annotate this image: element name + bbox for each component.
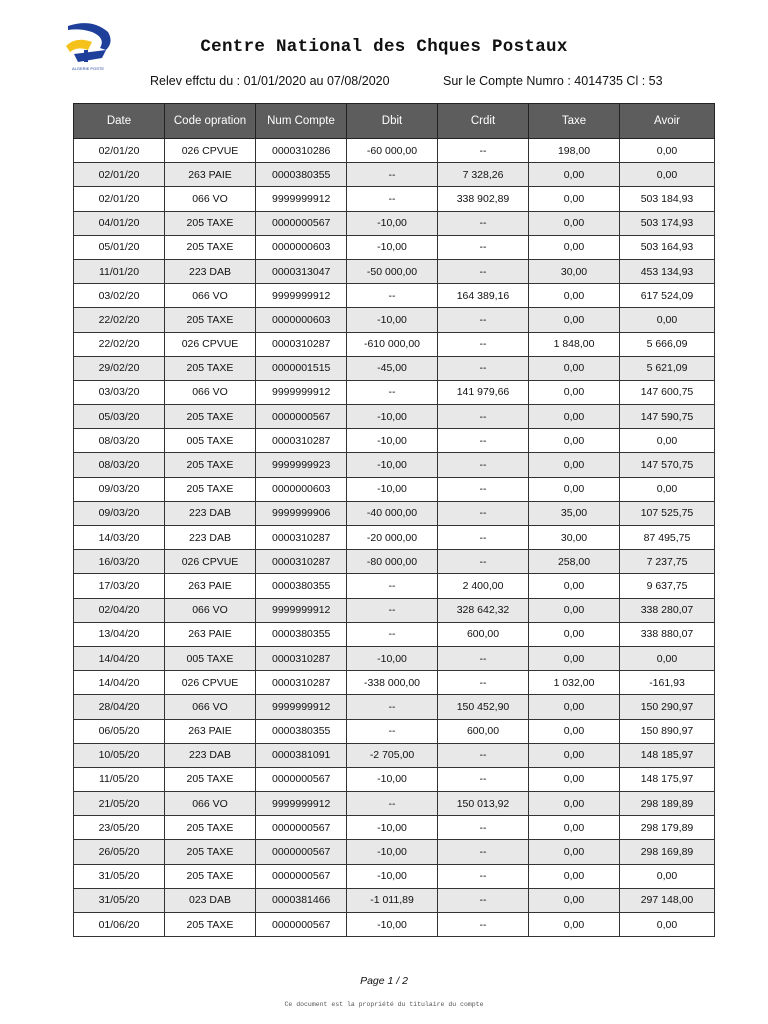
- credit-cell: --: [438, 211, 529, 235]
- code-cell: 263 PAIE: [165, 574, 256, 598]
- debit-cell: -10,00: [347, 767, 438, 791]
- taxe-cell: 0,00: [529, 888, 620, 912]
- debit-cell: -10,00: [347, 816, 438, 840]
- avoir-cell: 5 621,09: [620, 356, 715, 380]
- debit-cell: -20 000,00: [347, 526, 438, 550]
- debit-cell: -10,00: [347, 913, 438, 937]
- date-cell: 31/05/20: [74, 888, 165, 912]
- debit-cell: --: [347, 574, 438, 598]
- document-title: Centre National des Chques Postaux: [200, 37, 568, 57]
- debit-cell: -10,00: [347, 646, 438, 670]
- credit-cell: 600,00: [438, 622, 529, 646]
- account-cell: 0000000567: [256, 840, 347, 864]
- taxe-cell: 258,00: [529, 550, 620, 574]
- account-cell: 0000000567: [256, 211, 347, 235]
- credit-cell: --: [438, 308, 529, 332]
- table-row: [74, 526, 715, 550]
- date-cell: 16/03/20: [74, 550, 165, 574]
- taxe-cell: 1 032,00: [529, 671, 620, 695]
- taxe-cell: 1 848,00: [529, 332, 620, 356]
- date-cell: 22/02/20: [74, 332, 165, 356]
- date-cell: 05/01/20: [74, 235, 165, 259]
- date-cell: 01/06/20: [74, 913, 165, 937]
- date-cell: 23/05/20: [74, 816, 165, 840]
- date-cell: 14/03/20: [74, 526, 165, 550]
- credit-cell: --: [438, 356, 529, 380]
- debit-cell: -50 000,00: [347, 259, 438, 283]
- statement-period: Relev effctu du : 01/01/2020 au 07/08/2020: [150, 74, 390, 88]
- col-avoir: Avoir: [620, 104, 715, 139]
- credit-cell: 150 013,92: [438, 792, 529, 816]
- date-cell: 29/02/20: [74, 356, 165, 380]
- avoir-cell: 0,00: [620, 308, 715, 332]
- avoir-cell: 338 280,07: [620, 598, 715, 622]
- avoir-cell: -161,93: [620, 671, 715, 695]
- credit-cell: --: [438, 646, 529, 670]
- date-cell: 03/03/20: [74, 380, 165, 404]
- taxe-cell: 0,00: [529, 187, 620, 211]
- taxe-cell: 0,00: [529, 864, 620, 888]
- date-cell: 11/01/20: [74, 259, 165, 283]
- debit-cell: --: [347, 622, 438, 646]
- table-row: [74, 743, 715, 767]
- code-cell: 066 VO: [165, 187, 256, 211]
- avoir-cell: 0,00: [620, 139, 715, 163]
- account-cell: 0000310286: [256, 139, 347, 163]
- code-cell: 205 TAXE: [165, 767, 256, 791]
- account-cell: 0000000603: [256, 235, 347, 259]
- taxe-cell: 0,00: [529, 574, 620, 598]
- debit-cell: -40 000,00: [347, 501, 438, 525]
- credit-cell: --: [438, 405, 529, 429]
- page-number: Page 1 / 2: [360, 975, 408, 987]
- code-cell: 263 PAIE: [165, 163, 256, 187]
- table-row: [74, 259, 715, 283]
- table-row: [74, 671, 715, 695]
- account-cell: 0000310287: [256, 646, 347, 670]
- taxe-cell: 0,00: [529, 356, 620, 380]
- debit-cell: -10,00: [347, 429, 438, 453]
- table-row: [74, 380, 715, 404]
- credit-cell: --: [438, 429, 529, 453]
- credit-cell: --: [438, 526, 529, 550]
- code-cell: 026 CPVUE: [165, 139, 256, 163]
- code-cell: 026 CPVUE: [165, 671, 256, 695]
- avoir-cell: 453 134,93: [620, 259, 715, 283]
- code-cell: 205 TAXE: [165, 453, 256, 477]
- date-cell: 28/04/20: [74, 695, 165, 719]
- table-row: [74, 695, 715, 719]
- table-row: [74, 308, 715, 332]
- date-cell: 09/03/20: [74, 477, 165, 501]
- avoir-cell: 148 175,97: [620, 767, 715, 791]
- table-row: [74, 332, 715, 356]
- avoir-cell: 87 495,75: [620, 526, 715, 550]
- credit-cell: 164 389,16: [438, 284, 529, 308]
- account-cell: 9999999912: [256, 598, 347, 622]
- code-cell: 223 DAB: [165, 501, 256, 525]
- table-row: [74, 211, 715, 235]
- table-row: [74, 477, 715, 501]
- transactions-table: [73, 103, 715, 937]
- date-cell: 02/01/20: [74, 139, 165, 163]
- account-cell: 9999999912: [256, 695, 347, 719]
- taxe-cell: 198,00: [529, 139, 620, 163]
- debit-cell: --: [347, 284, 438, 308]
- table-row: [74, 405, 715, 429]
- debit-cell: --: [347, 792, 438, 816]
- debit-cell: --: [347, 695, 438, 719]
- code-cell: 205 TAXE: [165, 235, 256, 259]
- debit-cell: -10,00: [347, 308, 438, 332]
- credit-cell: --: [438, 501, 529, 525]
- avoir-cell: 298 169,89: [620, 840, 715, 864]
- code-cell: 005 TAXE: [165, 646, 256, 670]
- date-cell: 09/03/20: [74, 501, 165, 525]
- table-row: [74, 864, 715, 888]
- debit-cell: -10,00: [347, 453, 438, 477]
- table-row: [74, 719, 715, 743]
- credit-cell: --: [438, 332, 529, 356]
- table-row: [74, 284, 715, 308]
- account-cell: 0000000567: [256, 405, 347, 429]
- table-row: [74, 501, 715, 525]
- avoir-cell: 617 524,09: [620, 284, 715, 308]
- taxe-cell: 0,00: [529, 767, 620, 791]
- code-cell: 205 TAXE: [165, 477, 256, 501]
- avoir-cell: 5 666,09: [620, 332, 715, 356]
- code-cell: 263 PAIE: [165, 719, 256, 743]
- avoir-cell: 147 570,75: [620, 453, 715, 477]
- avoir-cell: 0,00: [620, 646, 715, 670]
- debit-cell: --: [347, 187, 438, 211]
- avoir-cell: 298 189,89: [620, 792, 715, 816]
- credit-cell: 7 328,26: [438, 163, 529, 187]
- account-cell: 0000000567: [256, 816, 347, 840]
- date-cell: 04/01/20: [74, 211, 165, 235]
- taxe-cell: 0,00: [529, 695, 620, 719]
- code-cell: 205 TAXE: [165, 308, 256, 332]
- date-cell: 13/04/20: [74, 622, 165, 646]
- code-cell: 205 TAXE: [165, 211, 256, 235]
- date-cell: 14/04/20: [74, 646, 165, 670]
- taxe-cell: 0,00: [529, 913, 620, 937]
- avoir-cell: 0,00: [620, 913, 715, 937]
- taxe-cell: 0,00: [529, 163, 620, 187]
- account-cell: 0000310287: [256, 332, 347, 356]
- code-cell: 066 VO: [165, 695, 256, 719]
- credit-cell: --: [438, 913, 529, 937]
- account-cell: 9999999923: [256, 453, 347, 477]
- account-cell: 0000001515: [256, 356, 347, 380]
- code-cell: 223 DAB: [165, 526, 256, 550]
- code-cell: 263 PAIE: [165, 622, 256, 646]
- date-cell: 06/05/20: [74, 719, 165, 743]
- credit-cell: 600,00: [438, 719, 529, 743]
- account-cell: 0000000603: [256, 477, 347, 501]
- account-cell: 0000380355: [256, 574, 347, 598]
- account-cell: 9999999912: [256, 792, 347, 816]
- credit-cell: 2 400,00: [438, 574, 529, 598]
- avoir-cell: 148 185,97: [620, 743, 715, 767]
- credit-cell: --: [438, 888, 529, 912]
- date-cell: 14/04/20: [74, 671, 165, 695]
- code-cell: 205 TAXE: [165, 864, 256, 888]
- avoir-cell: 298 179,89: [620, 816, 715, 840]
- taxe-cell: 0,00: [529, 743, 620, 767]
- date-cell: 03/02/20: [74, 284, 165, 308]
- code-cell: 205 TAXE: [165, 356, 256, 380]
- avoir-cell: 503 174,93: [620, 211, 715, 235]
- taxe-cell: 0,00: [529, 816, 620, 840]
- col-debit: Dbit: [347, 104, 438, 139]
- taxe-cell: 0,00: [529, 598, 620, 622]
- col-credit: Crdit: [438, 104, 529, 139]
- taxe-cell: 0,00: [529, 308, 620, 332]
- table-row: [74, 792, 715, 816]
- account-cell: 9999999906: [256, 501, 347, 525]
- credit-cell: --: [438, 743, 529, 767]
- taxe-cell: 0,00: [529, 477, 620, 501]
- taxe-cell: 30,00: [529, 259, 620, 283]
- debit-cell: -1 011,89: [347, 888, 438, 912]
- code-cell: 066 VO: [165, 380, 256, 404]
- taxe-cell: 0,00: [529, 646, 620, 670]
- avoir-cell: 0,00: [620, 429, 715, 453]
- table-row: [74, 550, 715, 574]
- debit-cell: -10,00: [347, 840, 438, 864]
- avoir-cell: 297 148,00: [620, 888, 715, 912]
- table-row: [74, 187, 715, 211]
- date-cell: 02/01/20: [74, 163, 165, 187]
- avoir-cell: 147 600,75: [620, 380, 715, 404]
- debit-cell: -45,00: [347, 356, 438, 380]
- account-cell: 0000000567: [256, 864, 347, 888]
- table-row: [74, 356, 715, 380]
- avoir-cell: 150 890,97: [620, 719, 715, 743]
- logo-text: ALGERIE POSTE: [71, 66, 105, 71]
- date-cell: 02/01/20: [74, 187, 165, 211]
- credit-cell: --: [438, 235, 529, 259]
- debit-cell: --: [347, 163, 438, 187]
- debit-cell: --: [347, 380, 438, 404]
- code-cell: 066 VO: [165, 792, 256, 816]
- debit-cell: -10,00: [347, 211, 438, 235]
- avoir-cell: 7 237,75: [620, 550, 715, 574]
- avoir-cell: 150 290,97: [620, 695, 715, 719]
- code-cell: 205 TAXE: [165, 405, 256, 429]
- account-cell: 0000380355: [256, 622, 347, 646]
- date-cell: 22/02/20: [74, 308, 165, 332]
- taxe-cell: 0,00: [529, 380, 620, 404]
- code-cell: 066 VO: [165, 284, 256, 308]
- credit-cell: --: [438, 840, 529, 864]
- debit-cell: -2 705,00: [347, 743, 438, 767]
- debit-cell: -60 000,00: [347, 139, 438, 163]
- credit-cell: --: [438, 671, 529, 695]
- code-cell: 223 DAB: [165, 259, 256, 283]
- account-cell: 9999999912: [256, 187, 347, 211]
- credit-cell: --: [438, 864, 529, 888]
- account-cell: 9999999912: [256, 284, 347, 308]
- code-cell: 005 TAXE: [165, 429, 256, 453]
- date-cell: 17/03/20: [74, 574, 165, 598]
- table-row: [74, 574, 715, 598]
- col-code-operation: Code opration: [165, 104, 256, 139]
- taxe-cell: 0,00: [529, 211, 620, 235]
- code-cell: 023 DAB: [165, 888, 256, 912]
- account-cell: 0000310287: [256, 526, 347, 550]
- avoir-cell: 0,00: [620, 864, 715, 888]
- avoir-cell: 503 164,93: [620, 235, 715, 259]
- avoir-cell: 0,00: [620, 477, 715, 501]
- col-num-compte: Num Compte: [256, 104, 347, 139]
- taxe-cell: 0,00: [529, 719, 620, 743]
- date-cell: 05/03/20: [74, 405, 165, 429]
- date-cell: 21/05/20: [74, 792, 165, 816]
- taxe-cell: 0,00: [529, 235, 620, 259]
- account-cell: 0000381466: [256, 888, 347, 912]
- avoir-cell: 107 525,75: [620, 501, 715, 525]
- account-cell: 0000000603: [256, 308, 347, 332]
- code-cell: 026 CPVUE: [165, 550, 256, 574]
- table-row: [74, 622, 715, 646]
- debit-cell: -10,00: [347, 235, 438, 259]
- debit-cell: -10,00: [347, 405, 438, 429]
- credit-cell: 141 979,66: [438, 380, 529, 404]
- avoir-cell: 338 880,07: [620, 622, 715, 646]
- table-row: [74, 235, 715, 259]
- taxe-cell: 0,00: [529, 284, 620, 308]
- avoir-cell: 0,00: [620, 163, 715, 187]
- taxe-cell: 0,00: [529, 792, 620, 816]
- date-cell: 08/03/20: [74, 453, 165, 477]
- taxe-cell: 0,00: [529, 405, 620, 429]
- debit-cell: -610 000,00: [347, 332, 438, 356]
- table-row: [74, 139, 715, 163]
- account-cell: 0000000567: [256, 767, 347, 791]
- date-cell: 11/05/20: [74, 767, 165, 791]
- credit-cell: --: [438, 767, 529, 791]
- debit-cell: -10,00: [347, 864, 438, 888]
- account-cell: 0000310287: [256, 671, 347, 695]
- code-cell: 026 CPVUE: [165, 332, 256, 356]
- taxe-cell: 0,00: [529, 453, 620, 477]
- date-cell: 10/05/20: [74, 743, 165, 767]
- date-cell: 31/05/20: [74, 864, 165, 888]
- credit-cell: 338 902,89: [438, 187, 529, 211]
- taxe-cell: 0,00: [529, 840, 620, 864]
- debit-cell: -80 000,00: [347, 550, 438, 574]
- table-row: [74, 163, 715, 187]
- table-row: [74, 913, 715, 937]
- col-taxe: Taxe: [529, 104, 620, 139]
- account-cell: 0000380355: [256, 163, 347, 187]
- debit-cell: -338 000,00: [347, 671, 438, 695]
- table-row: [74, 646, 715, 670]
- account-cell: 0000381091: [256, 743, 347, 767]
- taxe-cell: 35,00: [529, 501, 620, 525]
- credit-cell: --: [438, 453, 529, 477]
- footer-note: Ce document est la propriété du titulaire du compte: [284, 1001, 484, 1008]
- account-cell: 0000000567: [256, 913, 347, 937]
- debit-cell: --: [347, 719, 438, 743]
- code-cell: 066 VO: [165, 598, 256, 622]
- code-cell: 205 TAXE: [165, 816, 256, 840]
- account-cell: 0000310287: [256, 550, 347, 574]
- avoir-cell: 147 590,75: [620, 405, 715, 429]
- account-cell: 0000310287: [256, 429, 347, 453]
- table-row: [74, 598, 715, 622]
- table-row: [74, 453, 715, 477]
- taxe-cell: 0,00: [529, 429, 620, 453]
- code-cell: 205 TAXE: [165, 840, 256, 864]
- table-row: [74, 429, 715, 453]
- credit-cell: --: [438, 477, 529, 501]
- account-cell: 0000380355: [256, 719, 347, 743]
- table-row: [74, 840, 715, 864]
- account-number: Sur le Compte Numro : 4014735 Cl : 53: [443, 74, 663, 88]
- date-cell: 08/03/20: [74, 429, 165, 453]
- debit-cell: -10,00: [347, 477, 438, 501]
- credit-cell: --: [438, 816, 529, 840]
- credit-cell: --: [438, 550, 529, 574]
- avoir-cell: 9 637,75: [620, 574, 715, 598]
- table-row: [74, 816, 715, 840]
- code-cell: 205 TAXE: [165, 913, 256, 937]
- taxe-cell: 0,00: [529, 622, 620, 646]
- col-date: Date: [74, 104, 165, 139]
- code-cell: 223 DAB: [165, 743, 256, 767]
- table-header-row: [74, 104, 715, 139]
- table-row: [74, 888, 715, 912]
- taxe-cell: 30,00: [529, 526, 620, 550]
- avoir-cell: 503 184,93: [620, 187, 715, 211]
- table-row: [74, 767, 715, 791]
- account-cell: 0000313047: [256, 259, 347, 283]
- debit-cell: --: [347, 598, 438, 622]
- date-cell: 02/04/20: [74, 598, 165, 622]
- credit-cell: --: [438, 259, 529, 283]
- date-cell: 26/05/20: [74, 840, 165, 864]
- credit-cell: 150 452,90: [438, 695, 529, 719]
- credit-cell: --: [438, 139, 529, 163]
- credit-cell: 328 642,32: [438, 598, 529, 622]
- account-cell: 9999999912: [256, 380, 347, 404]
